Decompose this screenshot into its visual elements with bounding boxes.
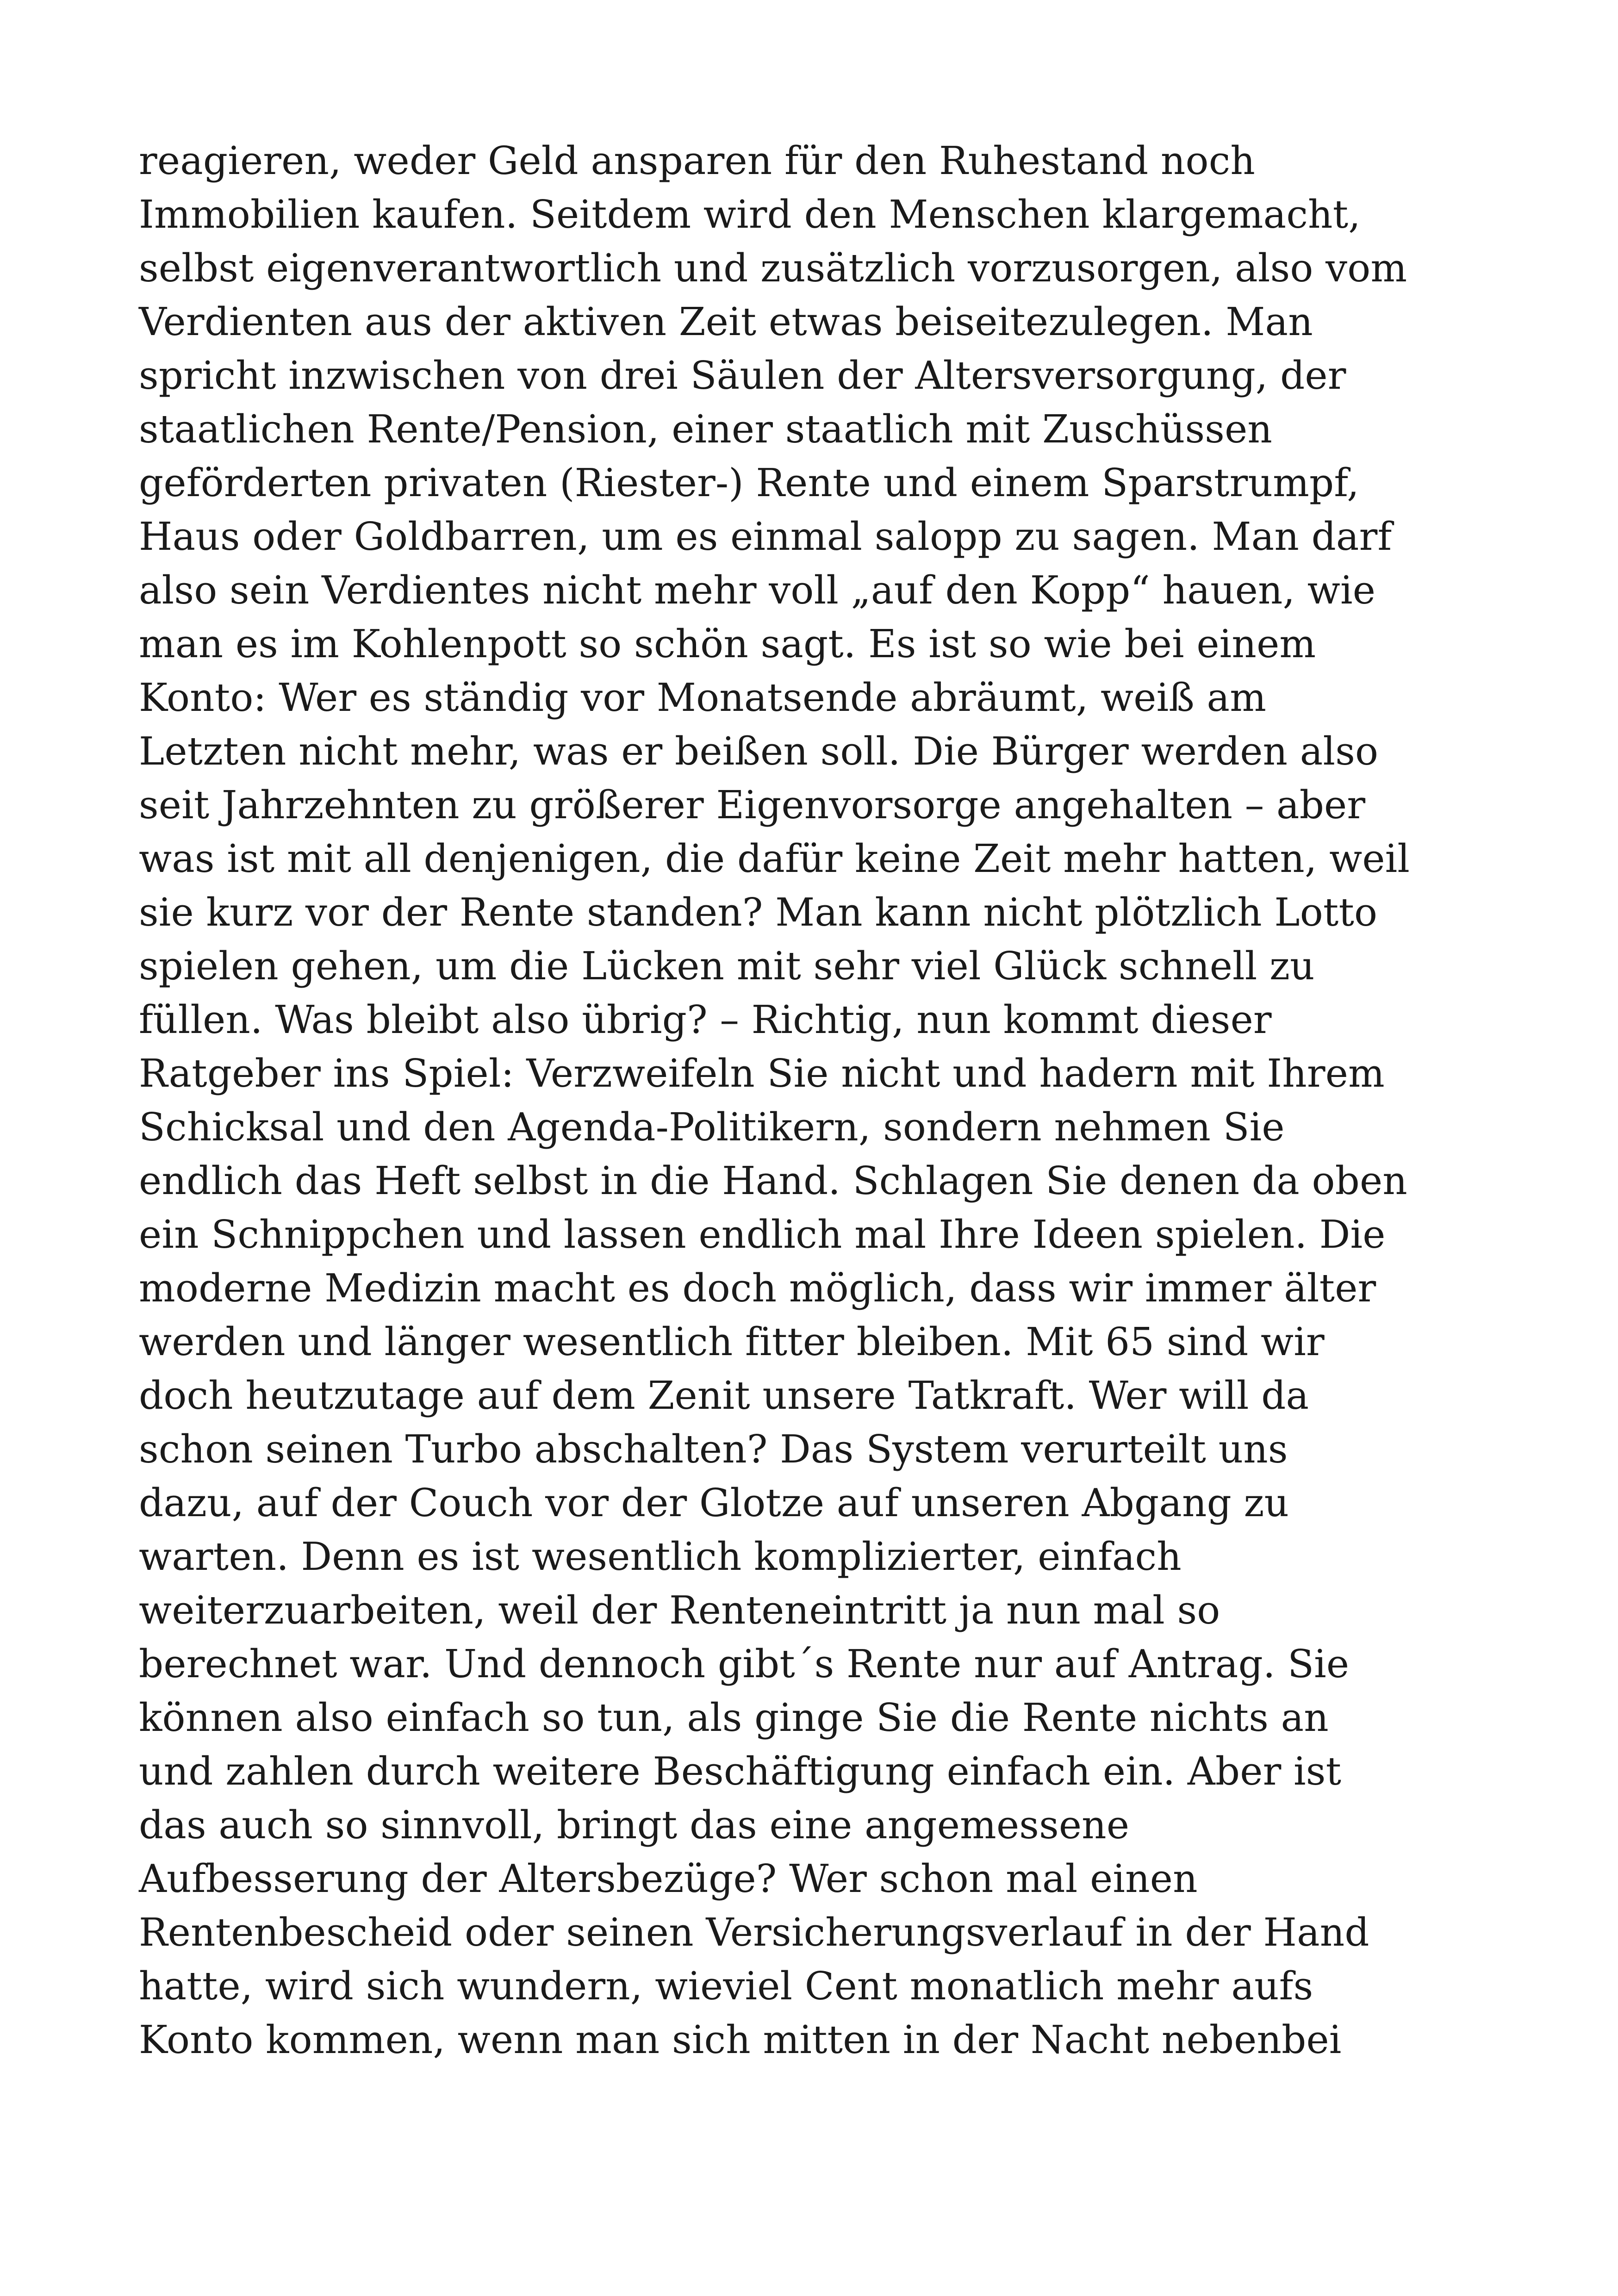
text-line: sie kurz vor der Rente standen? Man kann nicht plötzlich Lotto — [139, 890, 1378, 935]
text-line: spielen gehen, um die Lücken mit sehr viel Glück schnell zu — [139, 944, 1315, 989]
text-line: warten. Denn es ist wesentlich komplizierter, einfach — [139, 1534, 1182, 1579]
text-line: endlich das Heft selbst in die Hand. Schlagen Sie denen da oben — [139, 1158, 1407, 1203]
text-line: Aufbesserung der Altersbezüge? Wer schon mal einen — [139, 1856, 1198, 1901]
text-line: weiterzuarbeiten, weil der Renteneintritt ja nun mal so — [139, 1588, 1220, 1633]
text-line: ein Schnippchen und lassen endlich mal Ihre Ideen spielen. Die — [139, 1212, 1386, 1257]
text-line: Rentenbescheid oder seinen Versicherungsverlauf in der Hand — [139, 1910, 1369, 1955]
text-line: das auch so sinnvoll, bringt das eine angemessene — [139, 1803, 1130, 1848]
text-line: schon seinen Turbo abschalten? Das System verurteilt uns — [139, 1427, 1288, 1472]
text-line: Haus oder Goldbarren, um es einmal salopp zu sagen. Man darf — [139, 514, 1392, 559]
text-line: doch heutzutage auf dem Zenit unsere Tatkraft. Wer will da — [139, 1373, 1309, 1418]
text-line: was ist mit all denjenigen, die dafür keine Zeit mehr hatten, weil — [139, 836, 1410, 881]
text-line: hatte, wird sich wundern, wieviel Cent monatlich mehr aufs — [139, 1964, 1313, 2009]
text-line: berechnet war. Und dennoch gibt´s Rente nur auf Antrag. Sie — [139, 1642, 1350, 1686]
text-line: Ratgeber ins Spiel: Verzweifeln Sie nicht und hadern mit Ihrem — [139, 1051, 1385, 1096]
text-line: man es im Kohlenpott so schön sagt. Es ist so wie bei einem — [139, 622, 1316, 666]
text-line: Konto kommen, wenn man sich mitten in der Nacht nebenbei — [139, 2017, 1342, 2062]
text-line: Konto: Wer es ständig vor Monatsende abräumt, weiß am — [139, 675, 1267, 720]
text-line: Immobilien kaufen. Seitdem wird den Menschen klargemacht, — [139, 192, 1361, 237]
text-line: und zahlen durch weitere Beschäftigung einfach ein. Aber ist — [139, 1749, 1342, 1794]
body-text — [139, 134, 1527, 2067]
text-line: also sein Verdientes nicht mehr voll „auf den Kopp“ hauen, wie — [139, 568, 1376, 613]
text-line: seit Jahrzehnten zu größerer Eigenvorsorge angehalten – aber — [139, 783, 1366, 828]
text-line: dazu, auf der Couch vor der Glotze auf unseren Abgang zu — [139, 1481, 1289, 1525]
text-line: reagieren, weder Geld ansparen für den Ruhestand noch — [139, 138, 1256, 183]
text-line: können also einfach so tun, als ginge Sie die Rente nichts an — [139, 1695, 1329, 1740]
text-line: staatlichen Rente/Pension, einer staatlich mit Zuschüssen — [139, 407, 1273, 452]
text-line: moderne Medizin macht es doch möglich, dass wir immer älter — [139, 1266, 1376, 1311]
text-line: Schicksal und den Agenda-Politikern, sondern nehmen Sie — [139, 1105, 1285, 1150]
text-line: füllen. Was bleibt also übrig? – Richtig, nun kommt dieser — [139, 997, 1272, 1042]
text-line: spricht inzwischen von drei Säulen der Altersversorgung, der — [139, 353, 1346, 398]
text-line: Verdienten aus der aktiven Zeit etwas beiseitezulegen. Man — [139, 299, 1313, 344]
text-line: selbst eigenverantwortlich und zusätzlich vorzusorgen, also vom — [139, 246, 1407, 291]
text-line: Letzten nicht mehr, was er beißen soll. Die Bürger werden also — [139, 729, 1379, 774]
text-line: werden und länger wesentlich fitter bleiben. Mit 65 sind wir — [139, 1319, 1325, 1364]
text-line: geförderten privaten (Riester-) Rente und einem Sparstrumpf, — [139, 460, 1359, 505]
